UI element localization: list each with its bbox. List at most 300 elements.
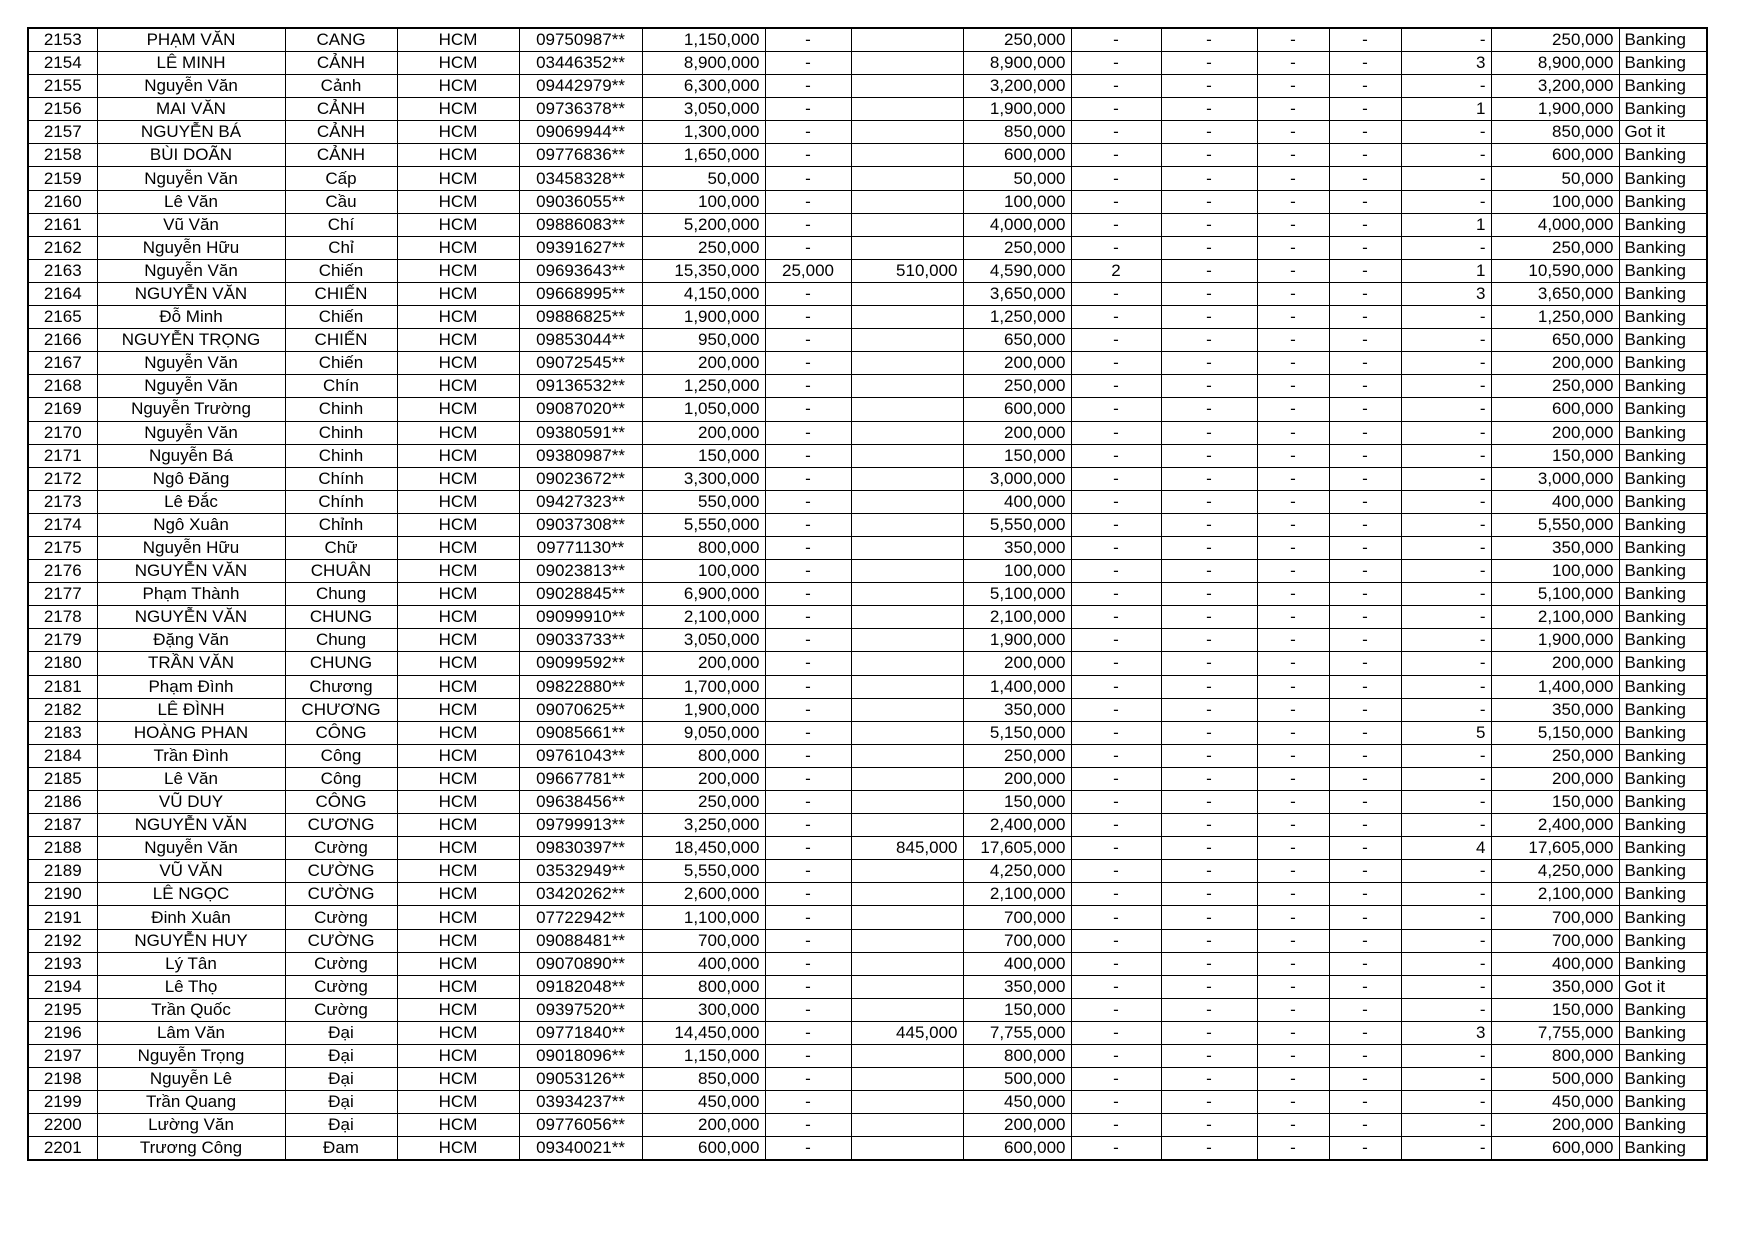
cell-count-1: - bbox=[1071, 98, 1161, 121]
cell-amount-b bbox=[851, 583, 963, 606]
cell-amount-a: - bbox=[765, 675, 851, 698]
cell-city: HCM bbox=[397, 1068, 519, 1091]
cell-count-5: - bbox=[1401, 75, 1491, 98]
cell-amount-b bbox=[851, 352, 963, 375]
cell-last-middle-name: Trần Đình bbox=[97, 744, 285, 767]
cell-amount-b bbox=[851, 906, 963, 929]
cell-amount-paid: 1,250,000 bbox=[963, 306, 1071, 329]
cell-count-2: - bbox=[1161, 791, 1257, 814]
table-row bbox=[28, 52, 1707, 75]
cell-count-3: - bbox=[1257, 1114, 1329, 1137]
cell-last-middle-name: NGUYỄN HUY bbox=[97, 929, 285, 952]
cell-count-2: - bbox=[1161, 167, 1257, 190]
cell-payment-method: Banking bbox=[1619, 814, 1707, 837]
cell-row-number: 2188 bbox=[28, 837, 97, 860]
cell-amount-a: - bbox=[765, 144, 851, 167]
cell-amount-total: 15,350,000 bbox=[642, 259, 765, 282]
cell-payment-method: Banking bbox=[1619, 1068, 1707, 1091]
cell-last-middle-name: MAI VĂN bbox=[97, 98, 285, 121]
cell-count-4: - bbox=[1329, 213, 1401, 236]
cell-phone: 09693643** bbox=[519, 259, 642, 282]
cell-amount-paid: 350,000 bbox=[963, 975, 1071, 998]
cell-amount-total: 200,000 bbox=[642, 352, 765, 375]
cell-count-1: 2 bbox=[1071, 259, 1161, 282]
cell-count-3: - bbox=[1257, 837, 1329, 860]
cell-first-name: CHUNG bbox=[285, 606, 397, 629]
cell-payment-method: Banking bbox=[1619, 52, 1707, 75]
cell-count-2: - bbox=[1161, 1137, 1257, 1161]
cell-first-name: Cường bbox=[285, 837, 397, 860]
table-row bbox=[28, 652, 1707, 675]
cell-first-name: Công bbox=[285, 744, 397, 767]
cell-amount-paid: 200,000 bbox=[963, 421, 1071, 444]
cell-last-middle-name: Lê Thọ bbox=[97, 975, 285, 998]
cell-amount-b bbox=[851, 536, 963, 559]
cell-first-name: Chung bbox=[285, 629, 397, 652]
cell-row-number: 2185 bbox=[28, 767, 97, 790]
cell-amount-total: 1,100,000 bbox=[642, 906, 765, 929]
cell-count-2: - bbox=[1161, 352, 1257, 375]
cell-amount-paid: 150,000 bbox=[963, 444, 1071, 467]
table-row bbox=[28, 28, 1707, 52]
cell-city: HCM bbox=[397, 675, 519, 698]
table-row bbox=[28, 282, 1707, 305]
cell-amount-b bbox=[851, 998, 963, 1021]
cell-amount-paid: 2,100,000 bbox=[963, 883, 1071, 906]
cell-amount-total: 800,000 bbox=[642, 536, 765, 559]
cell-payment-method: Got it bbox=[1619, 975, 1707, 998]
cell-count-1: - bbox=[1071, 791, 1161, 814]
cell-count-1: - bbox=[1071, 629, 1161, 652]
cell-city: HCM bbox=[397, 1045, 519, 1068]
cell-count-5: - bbox=[1401, 352, 1491, 375]
cell-count-3: - bbox=[1257, 421, 1329, 444]
cell-amount-a: - bbox=[765, 282, 851, 305]
cell-amount-total: 1,150,000 bbox=[642, 1045, 765, 1068]
cell-amount-b bbox=[851, 236, 963, 259]
cell-payment-method: Banking bbox=[1619, 306, 1707, 329]
cell-amount-total: 450,000 bbox=[642, 1091, 765, 1114]
cell-row-number: 2190 bbox=[28, 883, 97, 906]
table-row bbox=[28, 929, 1707, 952]
cell-amount-b bbox=[851, 1137, 963, 1161]
cell-first-name: Cường bbox=[285, 998, 397, 1021]
cell-last-middle-name: Nguyễn Trọng bbox=[97, 1045, 285, 1068]
cell-first-name: CẢNH bbox=[285, 121, 397, 144]
cell-count-1: - bbox=[1071, 490, 1161, 513]
cell-count-1: - bbox=[1071, 306, 1161, 329]
cell-count-3: - bbox=[1257, 329, 1329, 352]
cell-amount-final: 500,000 bbox=[1491, 1068, 1619, 1091]
table-row bbox=[28, 259, 1707, 282]
table-row bbox=[28, 975, 1707, 998]
cell-last-middle-name: Nguyễn Văn bbox=[97, 259, 285, 282]
cell-first-name: CẢNH bbox=[285, 98, 397, 121]
cell-phone: 09085661** bbox=[519, 721, 642, 744]
cell-amount-total: 6,900,000 bbox=[642, 583, 765, 606]
cell-amount-a: - bbox=[765, 814, 851, 837]
cell-count-5: - bbox=[1401, 1114, 1491, 1137]
cell-first-name: Đại bbox=[285, 1068, 397, 1091]
cell-count-5: 3 bbox=[1401, 1021, 1491, 1044]
cell-row-number: 2155 bbox=[28, 75, 97, 98]
cell-count-4: - bbox=[1329, 906, 1401, 929]
cell-amount-final: 5,550,000 bbox=[1491, 513, 1619, 536]
cell-last-middle-name: NGUYỄN TRỌNG bbox=[97, 329, 285, 352]
cell-count-3: - bbox=[1257, 444, 1329, 467]
cell-amount-total: 3,300,000 bbox=[642, 467, 765, 490]
cell-count-5: - bbox=[1401, 144, 1491, 167]
cell-amount-total: 400,000 bbox=[642, 952, 765, 975]
cell-amount-a: - bbox=[765, 444, 851, 467]
cell-amount-a: - bbox=[765, 1045, 851, 1068]
cell-last-middle-name: LÊ ĐÌNH bbox=[97, 698, 285, 721]
table-row bbox=[28, 860, 1707, 883]
cell-last-middle-name: Lê Văn bbox=[97, 767, 285, 790]
cell-amount-paid: 850,000 bbox=[963, 121, 1071, 144]
cell-count-5: - bbox=[1401, 190, 1491, 213]
cell-row-number: 2171 bbox=[28, 444, 97, 467]
cell-count-1: - bbox=[1071, 236, 1161, 259]
cell-amount-b bbox=[851, 1091, 963, 1114]
cell-amount-a: - bbox=[765, 398, 851, 421]
cell-city: HCM bbox=[397, 1114, 519, 1137]
cell-amount-paid: 100,000 bbox=[963, 560, 1071, 583]
cell-count-3: - bbox=[1257, 213, 1329, 236]
cell-phone: 09830397** bbox=[519, 837, 642, 860]
cell-count-3: - bbox=[1257, 998, 1329, 1021]
cell-count-1: - bbox=[1071, 167, 1161, 190]
cell-phone: 07722942** bbox=[519, 906, 642, 929]
cell-amount-b bbox=[851, 75, 963, 98]
table-row bbox=[28, 583, 1707, 606]
cell-count-5: - bbox=[1401, 28, 1491, 52]
cell-count-1: - bbox=[1071, 121, 1161, 144]
cell-amount-total: 4,150,000 bbox=[642, 282, 765, 305]
cell-amount-final: 2,400,000 bbox=[1491, 814, 1619, 837]
cell-amount-paid: 600,000 bbox=[963, 398, 1071, 421]
cell-first-name: CHIẾN bbox=[285, 329, 397, 352]
cell-payment-method: Banking bbox=[1619, 698, 1707, 721]
cell-count-2: - bbox=[1161, 1068, 1257, 1091]
cell-amount-b bbox=[851, 860, 963, 883]
cell-count-2: - bbox=[1161, 1045, 1257, 1068]
cell-row-number: 2178 bbox=[28, 606, 97, 629]
cell-row-number: 2180 bbox=[28, 652, 97, 675]
cell-amount-a: - bbox=[765, 98, 851, 121]
cell-count-2: - bbox=[1161, 675, 1257, 698]
cell-row-number: 2169 bbox=[28, 398, 97, 421]
cell-last-middle-name: Phạm Đình bbox=[97, 675, 285, 698]
cell-last-middle-name: Đỗ Minh bbox=[97, 306, 285, 329]
cell-count-2: - bbox=[1161, 698, 1257, 721]
cell-first-name: CHIẾN bbox=[285, 282, 397, 305]
cell-amount-b bbox=[851, 698, 963, 721]
cell-amount-a: - bbox=[765, 1068, 851, 1091]
cell-last-middle-name: NGUYỄN VĂN bbox=[97, 814, 285, 837]
cell-last-middle-name: BÙI DOÃN bbox=[97, 144, 285, 167]
cell-amount-b bbox=[851, 513, 963, 536]
cell-city: HCM bbox=[397, 767, 519, 790]
cell-amount-paid: 8,900,000 bbox=[963, 52, 1071, 75]
cell-count-4: - bbox=[1329, 167, 1401, 190]
cell-count-3: - bbox=[1257, 375, 1329, 398]
cell-row-number: 2192 bbox=[28, 929, 97, 952]
cell-phone: 09182048** bbox=[519, 975, 642, 998]
cell-amount-paid: 3,650,000 bbox=[963, 282, 1071, 305]
cell-count-2: - bbox=[1161, 190, 1257, 213]
cell-amount-final: 600,000 bbox=[1491, 398, 1619, 421]
cell-count-3: - bbox=[1257, 1068, 1329, 1091]
cell-count-4: - bbox=[1329, 398, 1401, 421]
cell-phone: 03446352** bbox=[519, 52, 642, 75]
cell-count-5: - bbox=[1401, 236, 1491, 259]
cell-amount-total: 850,000 bbox=[642, 1068, 765, 1091]
cell-count-5: - bbox=[1401, 306, 1491, 329]
cell-amount-final: 3,650,000 bbox=[1491, 282, 1619, 305]
table-row bbox=[28, 1137, 1707, 1161]
cell-amount-final: 350,000 bbox=[1491, 698, 1619, 721]
table-row bbox=[28, 1091, 1707, 1114]
cell-count-5: - bbox=[1401, 121, 1491, 144]
cell-count-3: - bbox=[1257, 791, 1329, 814]
cell-count-3: - bbox=[1257, 975, 1329, 998]
cell-amount-final: 7,755,000 bbox=[1491, 1021, 1619, 1044]
cell-count-3: - bbox=[1257, 52, 1329, 75]
cell-amount-final: 850,000 bbox=[1491, 121, 1619, 144]
cell-first-name: Đam bbox=[285, 1137, 397, 1161]
cell-count-2: - bbox=[1161, 259, 1257, 282]
cell-count-4: - bbox=[1329, 652, 1401, 675]
cell-amount-paid: 600,000 bbox=[963, 144, 1071, 167]
cell-amount-b bbox=[851, 975, 963, 998]
cell-count-4: - bbox=[1329, 259, 1401, 282]
cell-count-5: - bbox=[1401, 814, 1491, 837]
cell-count-4: - bbox=[1329, 675, 1401, 698]
cell-amount-final: 800,000 bbox=[1491, 1045, 1619, 1068]
cell-payment-method: Banking bbox=[1619, 837, 1707, 860]
cell-first-name: Đại bbox=[285, 1091, 397, 1114]
cell-count-4: - bbox=[1329, 1045, 1401, 1068]
cell-amount-b bbox=[851, 467, 963, 490]
cell-phone: 09037308** bbox=[519, 513, 642, 536]
cell-phone: 09667781** bbox=[519, 767, 642, 790]
cell-row-number: 2156 bbox=[28, 98, 97, 121]
cell-row-number: 2199 bbox=[28, 1091, 97, 1114]
cell-count-1: - bbox=[1071, 560, 1161, 583]
cell-amount-total: 6,300,000 bbox=[642, 75, 765, 98]
cell-city: HCM bbox=[397, 467, 519, 490]
cell-amount-b: 845,000 bbox=[851, 837, 963, 860]
cell-amount-a: - bbox=[765, 236, 851, 259]
cell-first-name: Cấp bbox=[285, 167, 397, 190]
cell-count-3: - bbox=[1257, 28, 1329, 52]
cell-amount-final: 250,000 bbox=[1491, 744, 1619, 767]
cell-amount-a: - bbox=[765, 929, 851, 952]
cell-count-3: - bbox=[1257, 144, 1329, 167]
cell-first-name: CẢNH bbox=[285, 52, 397, 75]
cell-city: HCM bbox=[397, 259, 519, 282]
cell-amount-total: 1,650,000 bbox=[642, 144, 765, 167]
cell-phone: 09427323** bbox=[519, 490, 642, 513]
cell-amount-total: 200,000 bbox=[642, 1114, 765, 1137]
cell-count-4: - bbox=[1329, 329, 1401, 352]
cell-payment-method: Banking bbox=[1619, 952, 1707, 975]
cell-city: HCM bbox=[397, 814, 519, 837]
cell-phone: 09023672** bbox=[519, 467, 642, 490]
cell-count-4: - bbox=[1329, 721, 1401, 744]
cell-city: HCM bbox=[397, 352, 519, 375]
cell-payment-method: Banking bbox=[1619, 1091, 1707, 1114]
cell-amount-a: - bbox=[765, 75, 851, 98]
cell-amount-a: - bbox=[765, 1114, 851, 1137]
cell-payment-method: Banking bbox=[1619, 236, 1707, 259]
cell-phone: 09750987** bbox=[519, 28, 642, 52]
cell-first-name: CHUÂN bbox=[285, 560, 397, 583]
cell-count-3: - bbox=[1257, 744, 1329, 767]
cell-count-4: - bbox=[1329, 791, 1401, 814]
cell-count-2: - bbox=[1161, 883, 1257, 906]
cell-amount-b bbox=[851, 744, 963, 767]
cell-amount-final: 3,000,000 bbox=[1491, 467, 1619, 490]
cell-count-2: - bbox=[1161, 652, 1257, 675]
cell-count-2: - bbox=[1161, 744, 1257, 767]
table-row bbox=[28, 998, 1707, 1021]
table-body bbox=[28, 28, 1707, 1160]
cell-row-number: 2159 bbox=[28, 167, 97, 190]
cell-count-3: - bbox=[1257, 1021, 1329, 1044]
cell-count-4: - bbox=[1329, 467, 1401, 490]
cell-payment-method: Banking bbox=[1619, 675, 1707, 698]
cell-city: HCM bbox=[397, 398, 519, 421]
cell-amount-a: - bbox=[765, 121, 851, 144]
table-row bbox=[28, 375, 1707, 398]
cell-amount-b bbox=[851, 28, 963, 52]
cell-count-2: - bbox=[1161, 236, 1257, 259]
cell-amount-paid: 650,000 bbox=[963, 329, 1071, 352]
cell-last-middle-name: NGUYỄN BÁ bbox=[97, 121, 285, 144]
cell-amount-paid: 5,150,000 bbox=[963, 721, 1071, 744]
cell-amount-final: 700,000 bbox=[1491, 929, 1619, 952]
cell-city: HCM bbox=[397, 421, 519, 444]
cell-phone: 03934237** bbox=[519, 1091, 642, 1114]
cell-payment-method: Banking bbox=[1619, 652, 1707, 675]
cell-count-3: - bbox=[1257, 929, 1329, 952]
cell-amount-total: 5,200,000 bbox=[642, 213, 765, 236]
cell-first-name: Chỉnh bbox=[285, 513, 397, 536]
table-row bbox=[28, 1068, 1707, 1091]
cell-first-name: Chiến bbox=[285, 352, 397, 375]
cell-first-name: Chinh bbox=[285, 421, 397, 444]
cell-city: HCM bbox=[397, 213, 519, 236]
cell-amount-final: 250,000 bbox=[1491, 375, 1619, 398]
cell-count-1: - bbox=[1071, 606, 1161, 629]
cell-count-1: - bbox=[1071, 652, 1161, 675]
cell-count-3: - bbox=[1257, 767, 1329, 790]
cell-payment-method: Banking bbox=[1619, 1114, 1707, 1137]
cell-phone: 09023813** bbox=[519, 560, 642, 583]
table-row bbox=[28, 98, 1707, 121]
table-row bbox=[28, 767, 1707, 790]
cell-count-5: - bbox=[1401, 998, 1491, 1021]
cell-row-number: 2191 bbox=[28, 906, 97, 929]
cell-count-3: - bbox=[1257, 860, 1329, 883]
cell-count-5: - bbox=[1401, 929, 1491, 952]
cell-payment-method: Banking bbox=[1619, 490, 1707, 513]
cell-count-1: - bbox=[1071, 398, 1161, 421]
cell-amount-final: 600,000 bbox=[1491, 144, 1619, 167]
cell-last-middle-name: Nguyễn Văn bbox=[97, 75, 285, 98]
cell-city: HCM bbox=[397, 167, 519, 190]
cell-last-middle-name: Lê Văn bbox=[97, 190, 285, 213]
cell-count-2: - bbox=[1161, 606, 1257, 629]
cell-count-2: - bbox=[1161, 213, 1257, 236]
cell-count-3: - bbox=[1257, 675, 1329, 698]
cell-amount-a: - bbox=[765, 998, 851, 1021]
cell-city: HCM bbox=[397, 652, 519, 675]
cell-count-3: - bbox=[1257, 398, 1329, 421]
cell-count-3: - bbox=[1257, 906, 1329, 929]
cell-payment-method: Banking bbox=[1619, 906, 1707, 929]
cell-count-5: 1 bbox=[1401, 213, 1491, 236]
cell-count-4: - bbox=[1329, 375, 1401, 398]
table-row bbox=[28, 190, 1707, 213]
cell-amount-final: 450,000 bbox=[1491, 1091, 1619, 1114]
cell-count-4: - bbox=[1329, 860, 1401, 883]
cell-payment-method: Got it bbox=[1619, 121, 1707, 144]
cell-row-number: 2184 bbox=[28, 744, 97, 767]
cell-phone: 09099910** bbox=[519, 606, 642, 629]
cell-payment-method: Banking bbox=[1619, 513, 1707, 536]
cell-last-middle-name: VŨ VĂN bbox=[97, 860, 285, 883]
cell-count-5: 5 bbox=[1401, 721, 1491, 744]
cell-amount-paid: 100,000 bbox=[963, 190, 1071, 213]
table-row bbox=[28, 883, 1707, 906]
cell-count-5: - bbox=[1401, 421, 1491, 444]
cell-count-1: - bbox=[1071, 28, 1161, 52]
cell-amount-total: 1,250,000 bbox=[642, 375, 765, 398]
cell-first-name: Công bbox=[285, 767, 397, 790]
cell-count-4: - bbox=[1329, 1021, 1401, 1044]
cell-amount-total: 200,000 bbox=[642, 652, 765, 675]
cell-payment-method: Banking bbox=[1619, 398, 1707, 421]
cell-city: HCM bbox=[397, 121, 519, 144]
cell-count-5: 1 bbox=[1401, 98, 1491, 121]
cell-phone: 09088481** bbox=[519, 929, 642, 952]
cell-count-5: - bbox=[1401, 883, 1491, 906]
cell-last-middle-name: Nguyễn Hữu bbox=[97, 536, 285, 559]
cell-city: HCM bbox=[397, 236, 519, 259]
cell-payment-method: Banking bbox=[1619, 536, 1707, 559]
cell-city: HCM bbox=[397, 52, 519, 75]
cell-count-3: - bbox=[1257, 306, 1329, 329]
cell-amount-total: 800,000 bbox=[642, 975, 765, 998]
cell-count-3: - bbox=[1257, 1137, 1329, 1161]
table-row bbox=[28, 814, 1707, 837]
cell-amount-a: - bbox=[765, 583, 851, 606]
cell-row-number: 2153 bbox=[28, 28, 97, 52]
cell-city: HCM bbox=[397, 513, 519, 536]
table-row bbox=[28, 421, 1707, 444]
cell-payment-method: Banking bbox=[1619, 467, 1707, 490]
cell-amount-a: - bbox=[765, 883, 851, 906]
cell-row-number: 2173 bbox=[28, 490, 97, 513]
cell-count-5: - bbox=[1401, 744, 1491, 767]
cell-count-5: - bbox=[1401, 629, 1491, 652]
cell-count-4: - bbox=[1329, 98, 1401, 121]
cell-city: HCM bbox=[397, 329, 519, 352]
cell-payment-method: Banking bbox=[1619, 883, 1707, 906]
